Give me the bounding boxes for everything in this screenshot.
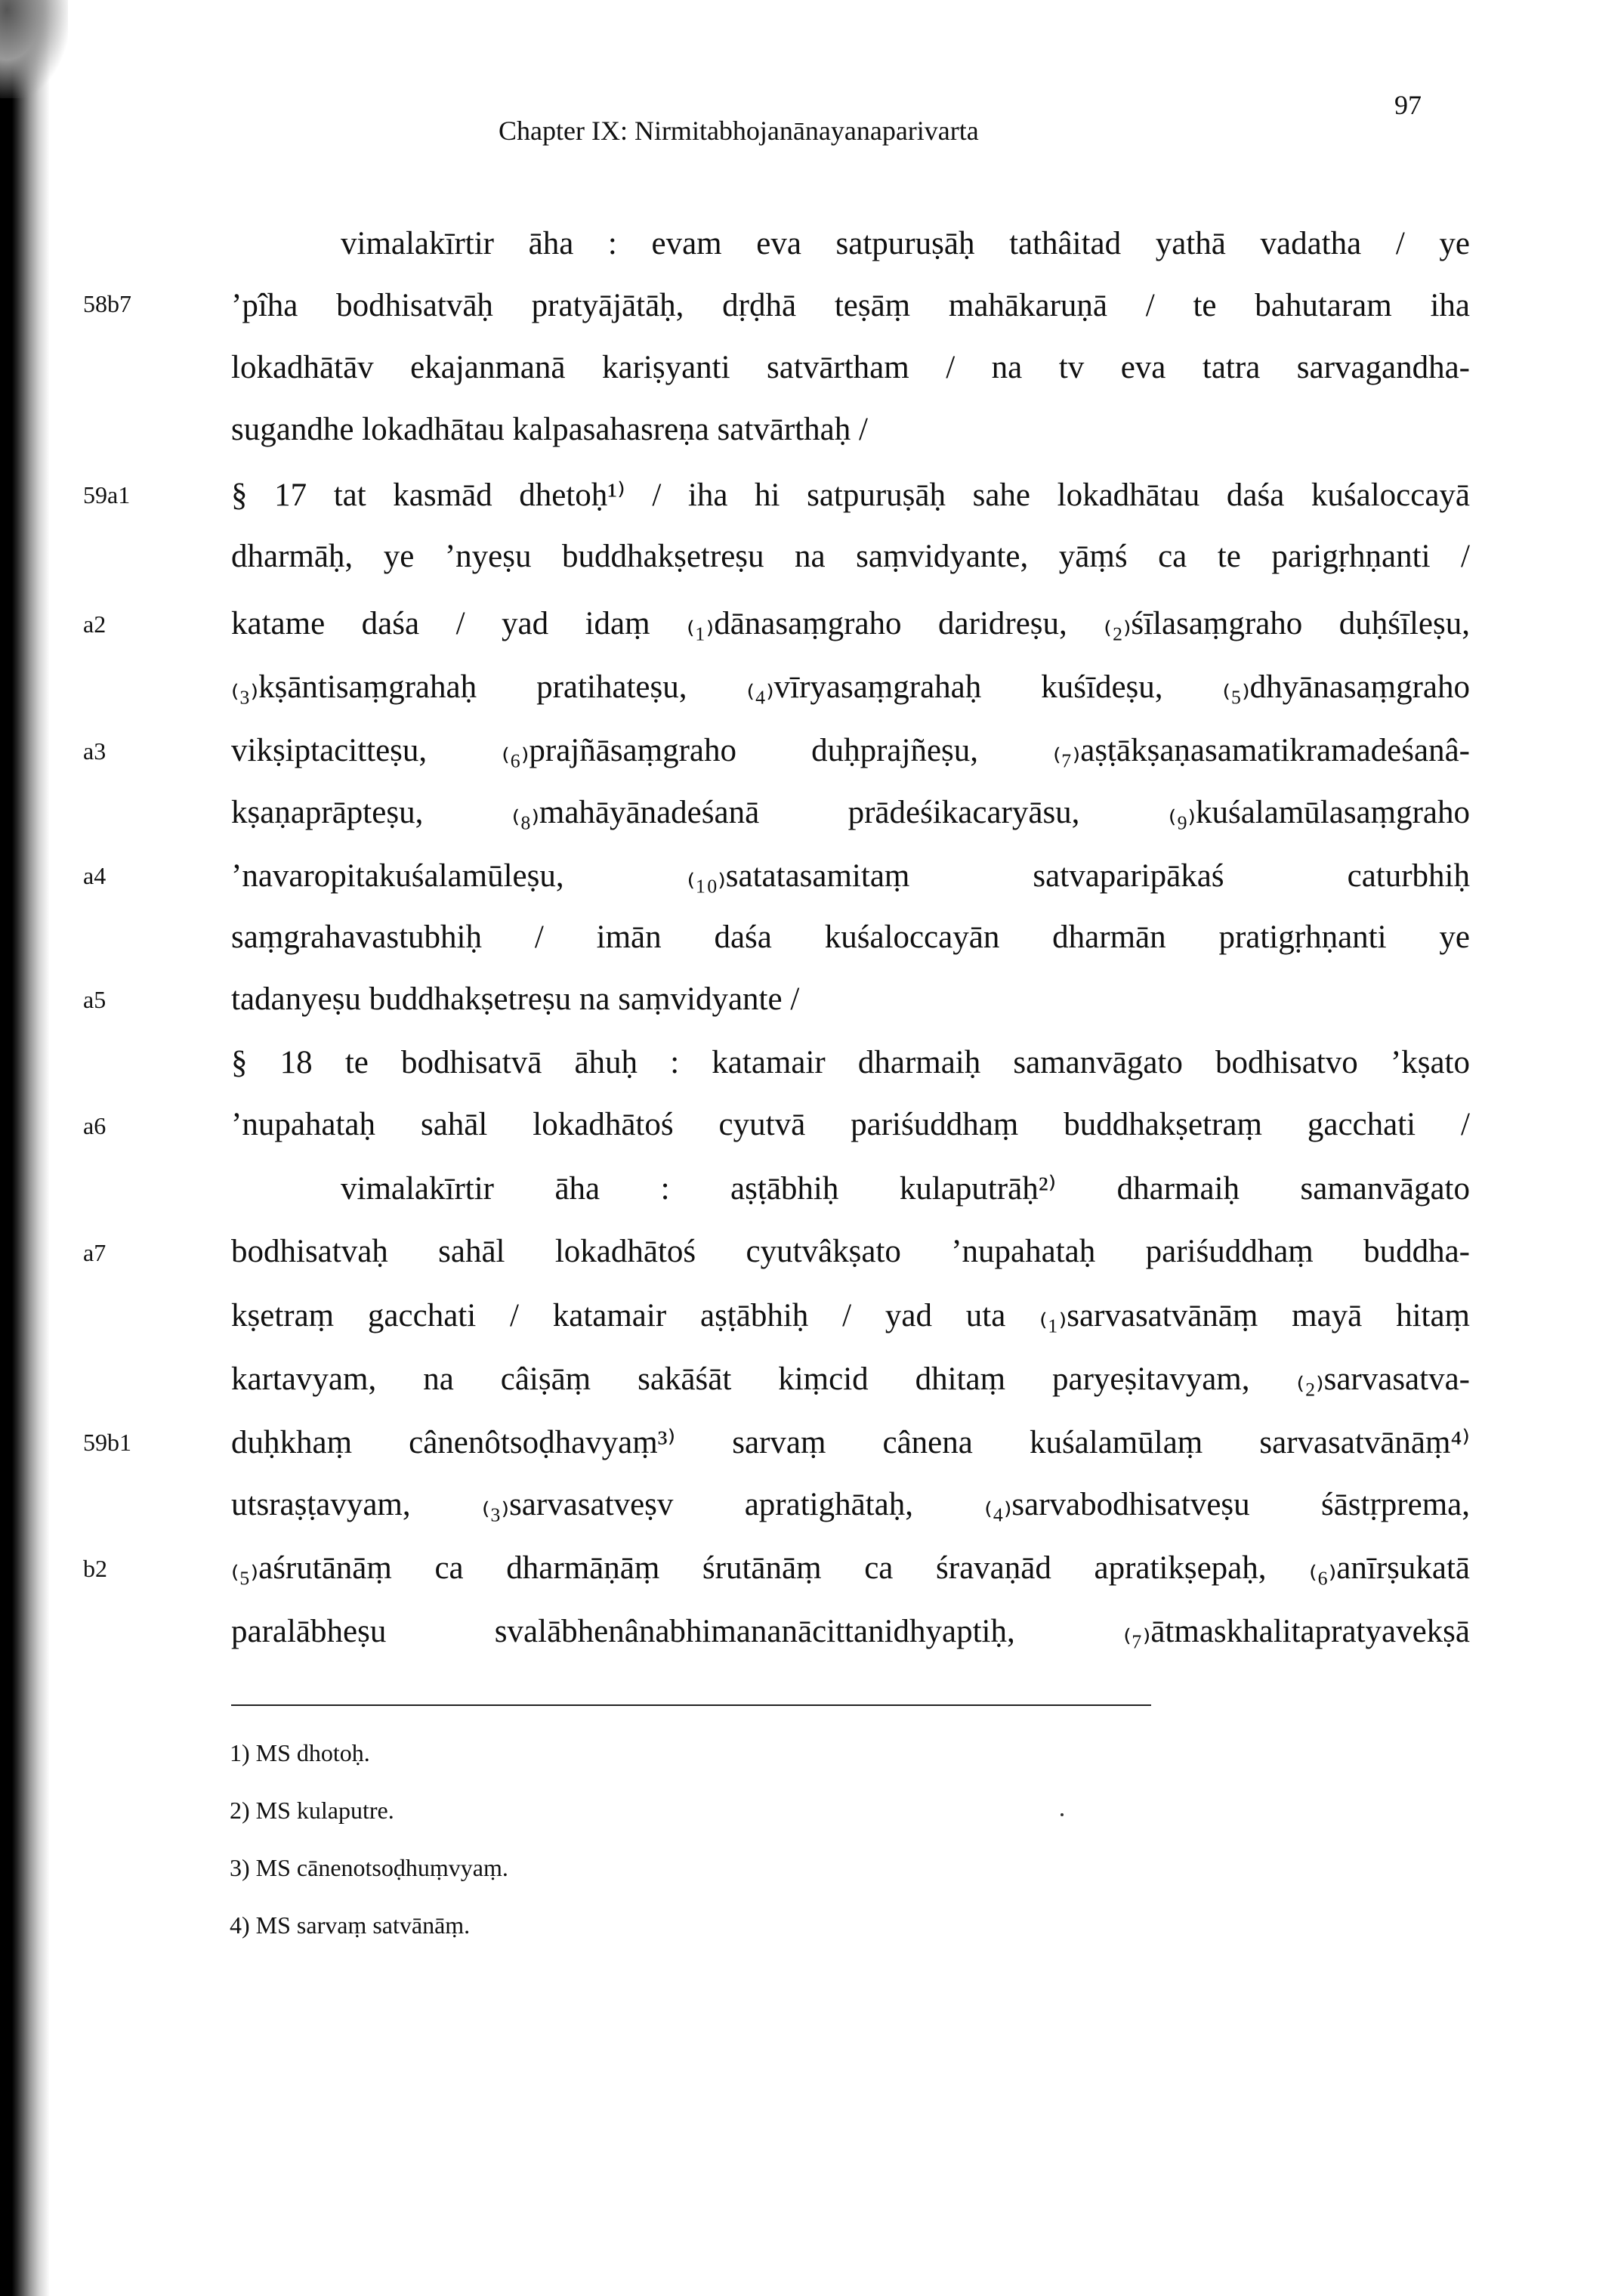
scan-smudge: [0, 0, 68, 98]
text-line: vimalakīrtir āha : aṣṭābhiḥ kulaputrāḥ²⁾ dharmaiḥ samanvāgato: [341, 1171, 1470, 1207]
margin-ref: b2: [83, 1555, 107, 1582]
text-line: paralābheṣu svalābhenânabhimananācittanidhyaptiḥ, ₍₇₎ātmaskhalitapratyavekṣā: [231, 1614, 1470, 1649]
text-line: ₍₃₎kṣāntisaṃgrahaḥ pratihateṣu, ₍₄₎vīryasaṃgrahaḥ kuśīdeṣu, ₍₅₎dhyānasaṃgraho: [231, 669, 1470, 705]
margin-ref: 59b1: [83, 1429, 131, 1456]
text-line: ₍₅₎aśrutānāṃ ca dharmāṇāṃ śrutānāṃ ca śravaṇād apratikṣepaḥ, ₍₆₎anīrṣukatā: [231, 1550, 1470, 1586]
text-line: ’pîha bodhisatvāḥ pratyājātāḥ, dṛḍhā teṣāṃ mahākaruṇā / te bahutaram iha: [231, 288, 1470, 323]
text-line: dharmāḥ, ye ’nyeṣu buddhakṣetreṣu na saṃvidyante, yāṃś ca te parigṛhṇanti /: [231, 539, 1470, 574]
text-line: ’navaropitakuśalamūleṣu, ₍₁₀₎satatasamitaṃ satvaparipākaś caturbhiḥ: [231, 858, 1470, 894]
footnote: 2) MS kulaputre.: [230, 1797, 394, 1824]
text-line: bodhisatvaḥ sahāl lokadhātoś cyutvâkṣato ’nupahataḥ pariśuddhaṃ buddha-: [231, 1234, 1470, 1269]
margin-ref: a4: [83, 862, 107, 889]
binding-edge: [0, 0, 50, 2296]
text-line: tadanyeṣu buddhakṣetreṣu na saṃvidyante /: [231, 981, 800, 1017]
text-line: ’nupahataḥ sahāl lokadhātoś cyutvā pariśuddhaṃ buddhakṣetraṃ gacchati /: [231, 1107, 1470, 1142]
footnote-rule: [231, 1704, 1151, 1706]
footnote: 3) MS cānenotsoḍhuṃvyaṃ.: [230, 1854, 508, 1881]
section-heading-17: § 17 tat kasmād dhetoḥ¹⁾ / iha hi satpuruṣāḥ sahe lokadhātau daśa kuśaloccayā: [231, 477, 1470, 513]
margin-ref: a5: [83, 986, 107, 1013]
margin-ref: 59a1: [83, 481, 131, 508]
scan-speck: [1061, 1813, 1064, 1816]
text-line: lokadhātāv ekajanmanā kariṣyanti satvārtham / na tv eva tatra sarvagandha-: [231, 350, 1470, 385]
margin-ref: 58b7: [83, 290, 131, 317]
footnote: 4) MS sarvaṃ satvānāṃ.: [230, 1911, 471, 1939]
text-line: kartavyam, na câiṣāṃ sakāśāt kiṃcid dhitaṃ paryeṣitavyam, ₍₂₎sarvasatva-: [231, 1361, 1470, 1397]
section-heading-18: § 18 te bodhisatvā āhuḥ : katamair dharmaiḥ samanvāgato bodhisatvo ’kṣato: [231, 1045, 1470, 1080]
margin-ref: a2: [83, 610, 107, 638]
text-line: utsraṣṭavyam, ₍₃₎sarvasatveṣv apratighātaḥ, ₍₄₎sarvabodhisatveṣu śāstṛprema,: [231, 1487, 1470, 1522]
text-line: katame daśa / yad idaṃ ₍₁₎dānasaṃgraho daridreṣu, ₍₂₎śīlasaṃgraho duḥśīleṣu,: [231, 606, 1470, 641]
margin-ref: a7: [83, 1239, 107, 1266]
page-number: 97: [1394, 90, 1422, 120]
footnote: 1) MS dhotoḥ.: [230, 1739, 370, 1766]
margin-ref: a6: [83, 1112, 107, 1139]
margin-ref: a3: [83, 737, 107, 765]
text-line: kṣaṇaprāpteṣu, ₍₈₎mahāyānadeśanā prādeśikacaryāsu, ₍₉₎kuśalamūlasaṃgraho: [231, 795, 1470, 830]
text-line: kṣetraṃ gacchati / katamair aṣṭābhiḥ / yad uta ₍₁₎sarvasatvānāṃ mayā hitaṃ: [231, 1298, 1470, 1333]
text-line: sugandhe lokadhātau kalpasahasreṇa satvārthaḥ /: [231, 412, 868, 447]
running-head: Chapter IX: Nirmitabhojanānayanaparivarta: [499, 116, 979, 146]
text-line: vikṣiptacitteṣu, ₍₆₎prajñāsaṃgraho duḥprajñeṣu, ₍₇₎aṣṭākṣaṇasamatikramadeśanâ-: [231, 733, 1470, 768]
text-line: duḥkhaṃ cânenôtsoḍhavyaṃ³⁾ sarvaṃ cânena kuśalamūlaṃ sarvasatvānāṃ⁴⁾: [231, 1425, 1470, 1460]
text-line: vimalakīrtir āha : evam eva satpuruṣāḥ tathâitad yathā vadatha / ye: [341, 226, 1470, 261]
text-line: saṃgrahavastubhiḥ / imān daśa kuśaloccayān dharmān pratigṛhṇanti ye: [231, 919, 1470, 955]
